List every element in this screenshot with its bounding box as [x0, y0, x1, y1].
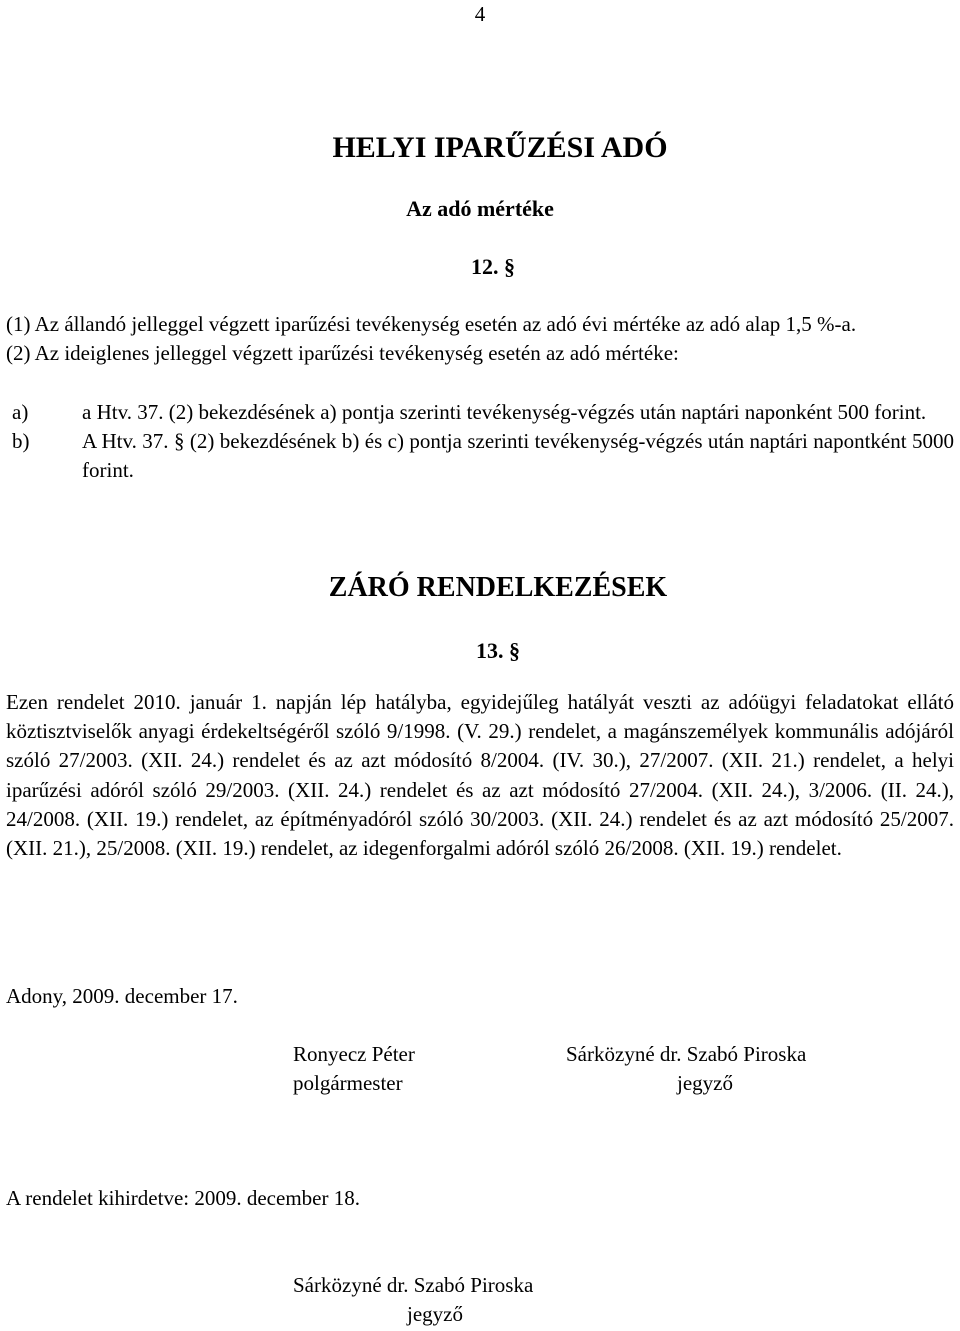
- notary-title: jegyző: [677, 1071, 733, 1095]
- place-and-date: Adony, 2009. december 17.: [6, 984, 238, 1008]
- list-text-b: A Htv. 37. § (2) bekezdésének b) és c) pontja szerinti tevékenység-végzés után naptári napontként 5000 forint.: [82, 429, 954, 482]
- list-item-b: [12, 427, 954, 485]
- list-marker-b: b): [12, 429, 30, 453]
- closing-heading: ZÁRÓ RENDELKEZÉSEK: [328, 572, 668, 603]
- bottom-notary-title: jegyző: [407, 1302, 463, 1326]
- document-title: HELYI IPARŰZÉSI ADÓ: [332, 131, 668, 164]
- publication-note: A rendelet kihirdetve: 2009. december 18.: [6, 1186, 360, 1210]
- list-item-a: [12, 398, 954, 427]
- notary-name: Sárközyné dr. Szabó Piroska: [566, 1042, 807, 1066]
- rate-list: [12, 398, 954, 485]
- list-text-a: a Htv. 37. (2) bekezdésének a) pontja szerinti tevékenység-végzés után naptári naponként 500 forint.: [82, 400, 927, 424]
- closing-provisions-text: [6, 688, 954, 863]
- section-heading: Az adó mértéke: [406, 196, 554, 221]
- paragraph-12-body: [6, 310, 954, 368]
- paragraph-12-point-1: (1) Az állandó jelleggel végzett iparűzési tevékenység esetén az adó évi mértéke az adó alap 1,5 %-a.: [6, 312, 857, 336]
- mayor-title: polgármester: [293, 1071, 403, 1095]
- bottom-notary-name: Sárközyné dr. Szabó Piroska: [293, 1273, 534, 1297]
- paragraph-12-point-2: (2) Az ideiglenes jelleggel végzett iparűzési tevékenység esetén az adó mértéke:: [6, 341, 679, 365]
- mayor-name: Ronyecz Péter: [293, 1042, 415, 1066]
- paragraph-number-13: 13. §: [476, 638, 520, 663]
- closing-paragraph: Ezen rendelet 2010. január 1. napján lép hatályba, egyidejűleg hatályát veszti az adóügyi feladatokat ellátó köztisztviselők anyagi érdekeltségéről szóló 9/1998. (V. 29.) rendelet, a magánszemélyek kommunális adójáról szóló 27/2003. (XII. 24.) rendelet és az azt módosító 8/2004. (IV. 30.), 27/2007. (XII. 21.) rendelet, a helyi iparűzési adóról szóló 29/2003. (XII. 24.) rendelet és az azt módosító 27/2004. (XII. 24.), 3/2006. (II. 24.), 24/2008. (XII. 19.) rendelet, az építményadóról szóló 30/2003. (XII. 24.) rendelet és az azt módosító 25/2007. (XII. 21.), 25/2008. (XII. 19.) rendelet, az idegenforgalmi adóról szóló 26/2008. (XII. 19.) rendelet.: [6, 690, 954, 861]
- paragraph-number-12: 12. §: [471, 254, 515, 279]
- list-marker-a: a): [12, 400, 29, 424]
- page-number: 4: [474, 2, 486, 26]
